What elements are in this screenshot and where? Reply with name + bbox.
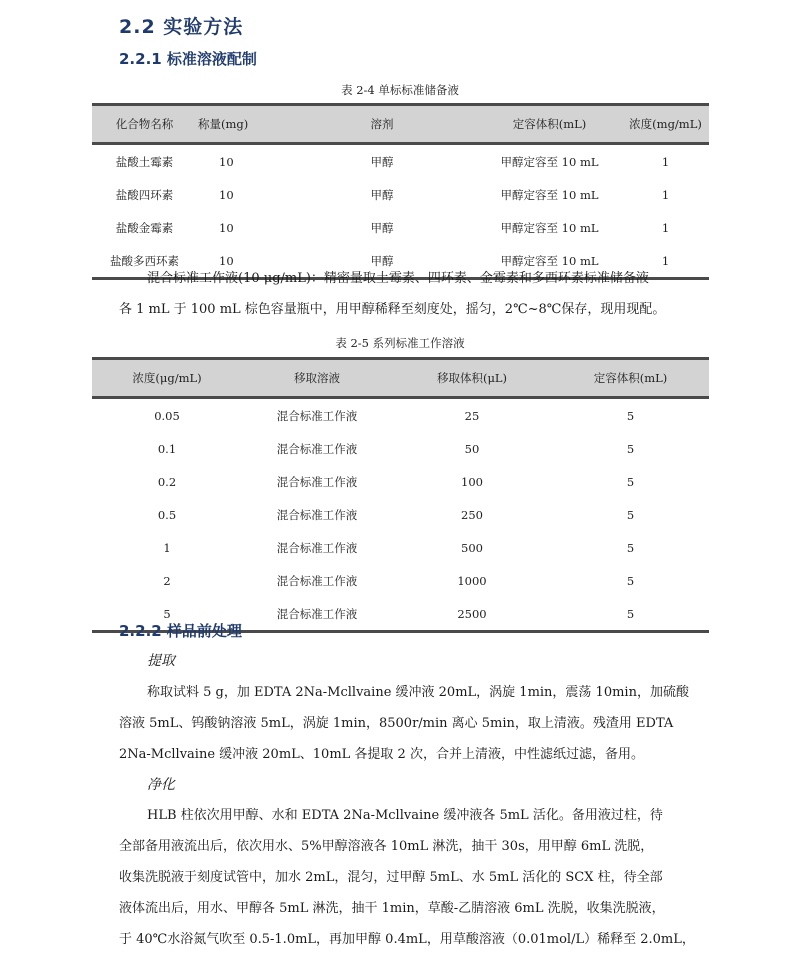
table-cell: 1000 [457,573,487,588]
table-header-row [92,359,709,398]
table-cell: 甲醇定容至 10 mL [500,154,599,169]
table-row [92,398,709,433]
table-cell: 0.2 [157,474,177,489]
extraction-paragraph [119,677,689,770]
table-cell: 混合标准工作液 [276,507,358,522]
column-header: 定容体积(mL) [477,105,622,144]
table-cell: 混合标准工作液 [276,408,358,423]
table-cell: 甲醇定容至 10 mL [500,187,599,202]
table-cell: 5 [626,408,635,423]
paragraph-line: 液体流出后，用水、甲醇各 5mL 淋洗，抽干 1min，草酸-乙腈溶液 6mL 洗脱，收集洗脱液， [119,901,665,916]
column-header: 移取体积(μL) [392,359,552,398]
table-cell: 甲醇定容至 10 mL [477,244,622,279]
paragraph-line: 称取试料 5 g，加 EDTA 2Na-Mcllvaine 缓冲液 20mL，涡旋 1min，震荡 10min，加硫酸 [147,685,689,700]
stock-solution-table [92,103,709,280]
table-cell: 0.1 [157,441,177,456]
table-caption-2-5: 表 2-5 系列标准工作溶液 [335,336,465,350]
table-cell: 2 [163,573,171,588]
table-cell: 0.5 [157,507,177,522]
mixed-standard-paragraph [119,263,683,325]
paragraph-line: 于 40℃水浴氮气吹至 0.5-1.0mL，再加甲醇 0.4mL，用草酸溶液（0.01mol/L）稀释至 2.0mL， [119,932,695,947]
subsection-heading-sample-prep: 2.2.2 样品前处理 [119,622,242,640]
table-cell: 25 [464,408,480,423]
column-header: 浓度(mg/mL) [622,105,709,144]
paragraph-line: HLB 柱依次用甲醇、水和 EDTA 2Na-Mcllvaine 缓冲液各 5mL 活化。备用液过柱，待 [147,808,663,823]
paragraph-line: 收集洗脱液于刻度试管中，加水 2mL，混匀，过甲醇 5mL、水 5mL 活化的 SCX 柱，待全部 [119,870,663,885]
section-heading: 2.2 实验方法 [119,16,244,38]
table-row [92,531,709,564]
table-cell: 1 [163,540,171,555]
table-cell: 盐酸多西环素 [92,244,197,279]
table-cell: 5 [626,540,635,555]
table-cell: 盐酸土霉素 [115,154,174,169]
paragraph-line: 2Na-Mcllvaine 缓冲液 20mL、10mL 各提取 2 次，合并上清液，中性滤纸过滤，备用。 [119,747,644,762]
table-cell: 5 [626,507,635,522]
table-cell: 500 [461,540,483,555]
column-header: 定容体积(mL) [552,359,709,398]
table-cell: 混合标准工作液 [276,573,358,588]
paragraph-line: 全部备用液流出后，依次用水、5%甲醇溶液各 10mL 淋洗，抽干 30s，用甲醇 6mL 洗脱， [119,839,654,854]
table-cell: 10 [197,244,287,279]
table-row [92,178,709,211]
table-cell: 盐酸四环素 [115,187,174,202]
table-cell: 甲醇 [370,220,394,235]
table-cell: 甲醇 [370,187,394,202]
table-cell: 1 [661,187,670,202]
purification-paragraph [119,800,695,955]
table-cell: 0.05 [154,408,180,423]
table-cell: 5 [626,441,635,456]
table-cell: 2500 [392,597,552,632]
table-cell: 混合标准工作液 [276,441,358,456]
column-header: 移取溶液 [242,359,392,398]
table-cell: 混合标准工作液 [276,474,358,489]
table-row [92,465,709,498]
table-cell: 甲醇 [287,244,477,279]
table-row [92,432,709,465]
column-header: 浓度(μg/mL) [92,359,242,398]
column-header: 称量(mg) [197,105,287,144]
table-cell: 250 [461,507,483,522]
table-cell: 1 [661,154,670,169]
table-cell: 盐酸金霉素 [115,220,174,235]
table-cell: 5 [626,573,635,588]
subsection-heading-standard-solutions: 2.2.1 标准溶液配制 [119,50,257,68]
table-row [92,498,709,531]
paragraph-line: 各 1 mL 于 100 mL 棕色容量瓶中，用甲醇稀释至刻度处，摇匀，2℃~8℃保存，现用现配。 [119,302,666,317]
paragraph-line: 溶液 5mL、钨酸钠溶液 5mL，涡旋 1min，8500r/min 离心 5min，取上清液。残渣用 EDTA [119,716,674,731]
table-row [92,211,709,244]
table-row [92,144,709,179]
table-cell: 5 [626,474,635,489]
table-cell: 10 [219,220,234,235]
extraction-label: 提取 [147,653,175,669]
table-header-row [92,105,709,144]
table-cell: 1 [622,244,709,279]
table-cell: 50 [464,441,480,456]
table-cell: 混合标准工作液 [276,540,358,555]
purification-label: 净化 [147,777,175,793]
table-cell: 100 [461,474,483,489]
table-cell: 1 [661,220,670,235]
table-cell: 5 [92,597,242,632]
column-header: 化合物名称 [92,105,197,144]
column-header: 溶剂 [287,105,477,144]
table-cell: 甲醇 [370,154,394,169]
table-cell: 5 [552,597,709,632]
working-solution-table [92,357,709,633]
table-row [92,564,709,597]
table-cell: 甲醇定容至 10 mL [500,220,599,235]
table-cell: 10 [219,154,234,169]
paragraph-line: 混合标准工作液(10 μg/mL)：精密量取土霉素、四环素、金霉素和多西环素标准储备液 [147,271,649,286]
table-cell: 混合标准工作液 [242,597,392,632]
table-cell: 10 [219,187,234,202]
table-caption-2-4: 表 2-4 单标标准储备液 [341,83,459,97]
